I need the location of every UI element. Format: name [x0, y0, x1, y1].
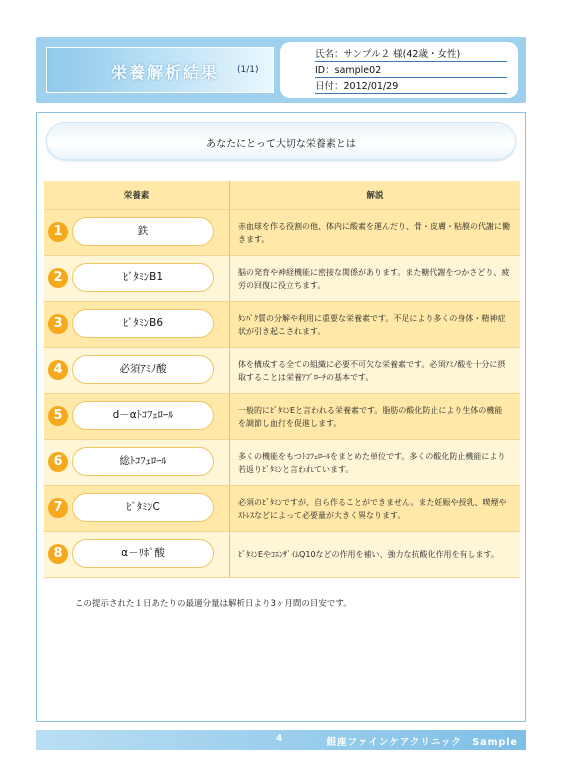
patient-id: ID：sample02 [315, 62, 507, 78]
nutrient-description: ﾋﾞﾀﾐﾝEやｺｴﾝｻﾞｲﾑQ10などの作用を補い、強力な抗酸化作用を有します。 [230, 532, 521, 578]
column-header-description: 解説 [230, 181, 521, 210]
report-title: 栄養解析結果 [111, 63, 220, 82]
section-heading: あなたにとって大切な栄養素とは [206, 139, 356, 150]
page-indicator: (1/1) [237, 65, 259, 75]
table-row [44, 348, 520, 394]
table-row [44, 210, 520, 256]
rank-number-badge: 7 [48, 498, 68, 518]
table-row [44, 532, 520, 578]
table-row [44, 302, 520, 348]
nutrient-cell [44, 486, 230, 532]
column-header-nutrient: 栄養素 [44, 181, 230, 210]
title-box [46, 47, 274, 93]
table-row [44, 486, 520, 532]
nutrient-name: 総ﾄｺﾌｪﾛｰﾙ [72, 447, 214, 476]
report-header [36, 37, 526, 103]
nutrient-name: d－αﾄｺﾌｪﾛｰﾙ [72, 401, 214, 430]
rank-number-badge: 6 [48, 452, 68, 472]
nutrient-cell [44, 256, 230, 302]
nutrient-name: 必須ｱﾐﾉ酸 [72, 355, 214, 384]
nutrient-description: 体を構成する全ての組織に必要不可欠な栄養素です。必須ｱﾐﾉ酸を十分に摂取することは栄養ｱﾌﾟﾛｰﾁの基本です。 [230, 348, 521, 394]
rank-number-badge: 3 [48, 314, 68, 334]
nutrient-description: ﾀﾝﾊﾟｸ質の分解や利用に重要な栄養素です。不足により多くの身体・精神症状が引き起こされます。 [230, 302, 521, 348]
patient-info-box [280, 42, 518, 98]
rank-number-badge: 8 [48, 544, 68, 564]
nutrient-description: 必須のﾋﾞﾀﾐﾝですが、自ら作ることができません。また妊娠や授乳、喫煙やｽﾄﾚｽなどによって必要量が大きく異なります。 [230, 486, 521, 532]
rank-number-badge: 1 [48, 222, 68, 242]
nutrient-cell [44, 302, 230, 348]
rank-number-badge: 5 [48, 406, 68, 426]
footer-clinic-name: 銀座ファインケアクリニック Sample [326, 737, 518, 748]
report-date: 日付：2012/01/29 [315, 78, 507, 94]
table-row [44, 394, 520, 440]
table-row [44, 440, 520, 486]
nutrient-name: 鉄 [72, 217, 214, 246]
nutrient-name: ﾋﾞﾀﾐﾝB1 [72, 263, 214, 292]
nutrient-cell [44, 210, 230, 256]
patient-name: 氏名：サンプル２ 様(42歳・女性) [315, 46, 507, 62]
page-footer [36, 730, 526, 750]
nutrient-description: 赤血球を作る役割の他、体内に酸素を運んだり、骨・皮膚・粘膜の代謝に働きます。 [230, 210, 521, 256]
nutrient-cell [44, 532, 230, 578]
nutrient-name: ﾋﾞﾀﾐﾝC [72, 493, 214, 522]
nutrient-name: α－ﾘﾎﾟ酸 [72, 539, 214, 568]
nutrient-table [44, 181, 520, 578]
table-row [44, 256, 520, 302]
nutrient-cell [44, 348, 230, 394]
nutrient-description: 脳の発育や神経機能に密接な関係があります。また糖代謝をつかさどり、疲労の回復に役立ちます。 [230, 256, 521, 302]
section-banner [46, 122, 516, 160]
rank-number-badge: 2 [48, 268, 68, 288]
footnote: この提示された１日あたりの最適分量は解析日より3ヶ月間の目安です。 [75, 599, 352, 609]
nutrient-description: 一般的にﾋﾞﾀﾐﾝEと言われる栄養素です。脂肪の酸化防止により生体の機能を調節し血行を促進します。 [230, 394, 521, 440]
nutrient-cell [44, 394, 230, 440]
nutrient-cell [44, 440, 230, 486]
main-content-frame [36, 112, 526, 722]
rank-number-badge: 4 [48, 360, 68, 380]
footer-page-number: 4 [276, 734, 283, 744]
nutrient-description: 多くの機能をもつﾄｺﾌｪﾛｰﾙをまとめた単位です。多くの酸化防止機能により若返りﾋﾞﾀﾐﾝと言われています。 [230, 440, 521, 486]
nutrient-name: ﾋﾞﾀﾐﾝB6 [72, 309, 214, 338]
table-header-row [44, 181, 520, 210]
